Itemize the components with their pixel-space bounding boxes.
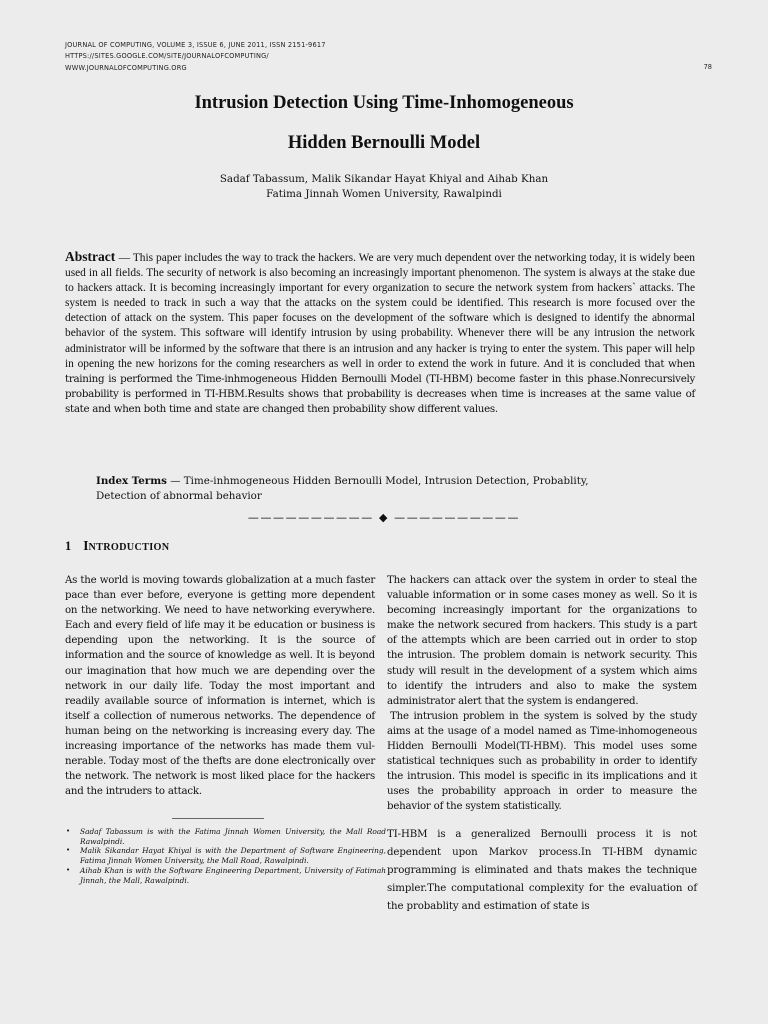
footnote-item: • Malik Sikandar Hayat Khiyal is with the Department of Software Engineering, Fatima Jinnah Women University, the Mall Road, Rawalpindi. [66,846,386,866]
footnote-item: • Sadaf Tabassum is with the Fatima Jinnah Women University, the Mall Road Rawalpindi. [66,827,386,846]
author-block [0,172,768,202]
intro-paragraph-4: TI-HBM is a generalized Bernoulli process it is not dependent upon Markov process.In TI-HBM dynamic programming is eliminated and thats makes the technique simpler.The computational complexity for the evaluation of the probablity and estimation of state is [387,829,697,912]
section-title-initial: I [83,538,89,553]
left-column [65,573,375,799]
section-heading-introduction [65,538,169,554]
abstract-conclusion: And it is concluded that when training is performed the Time-inhmogeneous Hidden Bernoulli Model (TI-HBM) become faster in this phase.Nonrecursively probability is performed in TI-HBM.Results shows that probability is decreases when time is increases at the same value of state and when both time and state are changed then probability show different values. [65,357,695,415]
journal-citation: JOURNAL OF COMPUTING, VOLUME 3, ISSUE 6, JUNE 2011, ISSN 2151-9617 [65,41,326,49]
author-names: Sadaf Tabassum, Malik Sikandar Hayat Khiyal and Aihab Khan [219,173,549,185]
page-number: 78 [703,63,712,71]
abstract-dash: — [118,252,131,264]
author-affiliation: Fatima Jinnah Women University, Rawalpindi [266,188,502,200]
abstract-heading: Abstract [65,249,116,264]
abstract [65,249,695,417]
abstract-body: This paper includes the way to track the hackers. We are very much dependent over the networking today, it is widely been used in all fields. The security of network is also becoming an increasingly important phenomenon. The system is always at the stake due to hackers attack. It is becoming increasingly important for every organization to secure the network system from hackers` attacks. The system is needed to track in such a way that the attacks on the system could be identified. This research is more focused over the detection of attack on the system. This paper focuses on the development of the software which is designed to identify the abnormal behavior of the system. This software will identify intrusion by using probability. Whenever there will be any intrusion the network administrator will be informed by the software that there is an intrusion and any hacker is trying to enter the system. This paper will help in opening the new horizons for the coming researchers as well in order to extend the work in future. [65,252,695,370]
footnote-item: • Aihab Khan is with the Software Engineering Department, University of Fatimah Jinnah, the Mall, Rawalpindi. [66,865,386,885]
index-terms [96,474,636,504]
intro-paragraph-1: As the world is moving towards globalization at a much faster pace than ever before, everyone is getting more dependent on the networking. We need to have networking everywhere. Each and every field of life may it be education or business is depending upon the networking. It is the source of information and the source of knowledge as well. It is beyond our imagination that how much we are depending over the network in our daily life. Today the most important and readily available source of information is internet, which is itself a collection of numerous networks. The dependence of human being on the networking is increasing every day. The increasing importance of the networks has made them vulnerable. Today most of the thefts are done electronically over the network. The network is most liked place for the hackers and the intruders to attack. [65,575,375,798]
journal-url-google[interactable]: HTTPS://SITES.GOOGLE.COM/SITE/JOURNALOFCOMPUTING/ [65,52,269,61]
footnote-rule [172,818,264,819]
bullet-icon: • [66,865,71,874]
right-column [387,573,697,815]
author-footnotes [66,827,386,885]
journal-header [65,40,326,74]
bullet-icon: • [66,846,71,855]
intro-paragraph-2: The hackers can attack over the system in order to steal the valuable information or in some cases money as well. So it is becoming increasingly important for the organizations to make the network secured from hackers. This study is a part of the attempts which are been carried out in order to stop the intrusion. The problem domain is network security. This study will result in the development of a system which aims to identify the intruders and also to make the system administrator alert that the system is endangered. [387,575,697,707]
paper-title-line-2: Hidden Bernoulli Model [287,133,481,153]
section-title-rest: NTRODUCTION [88,542,170,553]
paper-title-line-1: Intrusion Detection Using Time-Inhomogeneous [194,93,574,113]
section-number: 1 [65,539,72,553]
section-separator: —————————— ◆ —————————— [247,511,521,524]
journal-url-website[interactable]: WWW.JOURNALOFCOMPUTING.ORG [65,63,187,72]
bullet-icon: • [66,827,71,835]
index-terms-heading: Index Terms [96,475,167,487]
index-terms-body: Time-inhmogeneous Hidden Bernoulli Model, Intrusion Detection, Probablity, Detection of abnormal behavior [96,475,589,502]
intro-paragraph-3: The intrusion problem in the system is solved by the study aims at the usage of a model named as Time-inhomogeneous Hidden Bernoulli Model(TI-HBM). This model uses some statistical techniques such as probability in order to identify the intrusion. This model is specific in its implications and it uses the probability approach in order to measure the behavior of the system statistically. [387,710,697,813]
index-terms-dash: — [170,475,181,487]
